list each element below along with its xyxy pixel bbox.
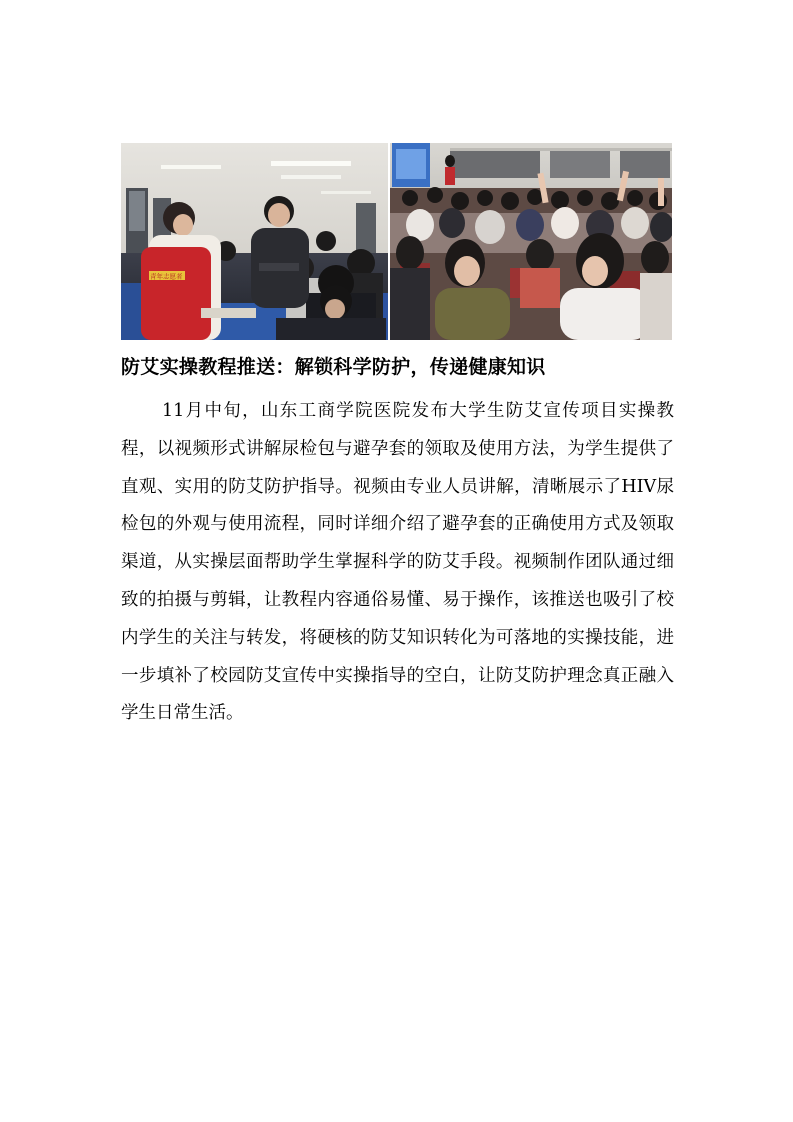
photo-strip (121, 143, 672, 340)
vest-text: 青年志愿者 (150, 272, 183, 281)
photo-lecture-hall (390, 143, 672, 340)
article-paragraph: 11月中旬，山东工商学院医院发布大学生防艾宣传项目实操教程，以视频形式讲解尿检包与避孕套的领取及使用方法，为学生提供了直观、实用的防艾防护指导。视频由专业人员讲解，清晰展示了HIV尿检包的外观与使用流程，同时详细介绍了避孕套的正确使用方式及领取渠道，从实操层面帮助学生掌握科学的防艾手段。视频制作团队通过细致的拍摄与剪辑，让教程内容通俗易懂、易于操作，该推送也吸引了校内学生的关注与转发，将硬核的防艾知识转化为可落地的实操技能，进一步填补了校园防艾宣传中实操指导的空白，让防艾防护理念真正融入学生日常生活。 (121, 401, 674, 724)
photo-volunteers-classroom (121, 143, 388, 340)
article-heading: 防艾实操教程推送：解锁科学防护，传递健康知识 (121, 356, 546, 378)
